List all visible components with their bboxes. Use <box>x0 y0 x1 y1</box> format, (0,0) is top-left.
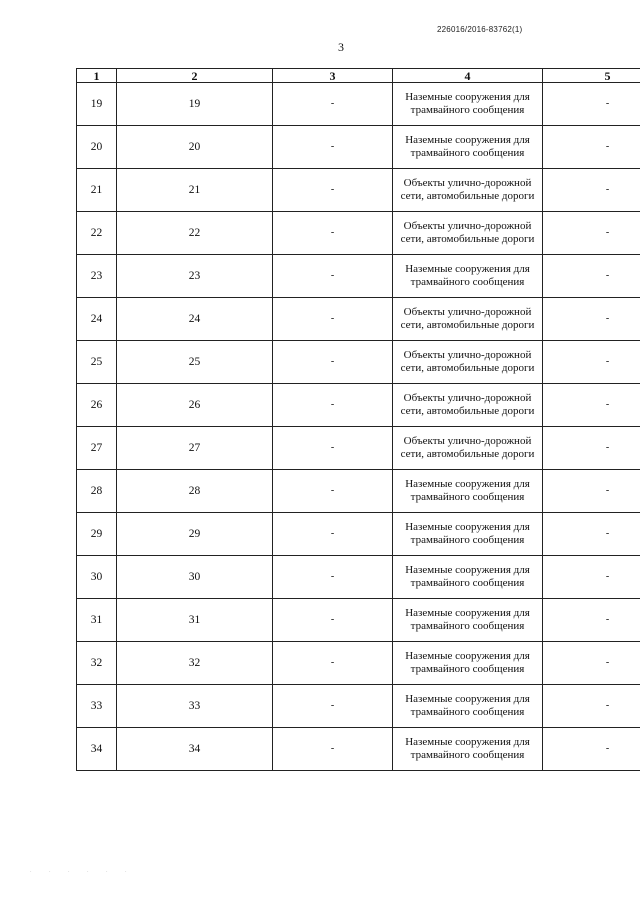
table-row <box>77 255 640 298</box>
table-cell-c2: 24 <box>117 298 273 341</box>
table-cell-c3: - <box>273 298 393 341</box>
table-cell-c1: 32 <box>77 642 117 685</box>
table-cell-c5: - <box>543 298 640 341</box>
table-cell-c4: Наземные сооружения для трамвайного сообщения <box>393 685 543 728</box>
table-cell-c4: Объекты улично-дорожной сети, автомобильные дороги <box>393 212 543 255</box>
table-cell-c1: 22 <box>77 212 117 255</box>
table-cell-c2: 31 <box>117 599 273 642</box>
column-header-5: 5 <box>543 69 640 83</box>
table-cell-c4: Объекты улично-дорожной сети, автомобильные дороги <box>393 427 543 470</box>
table-cell-c5: - <box>543 642 640 685</box>
table-cell-c4: Наземные сооружения для трамвайного сообщения <box>393 513 543 556</box>
table-cell-c4: Объекты улично-дорожной сети, автомобильные дороги <box>393 341 543 384</box>
column-header-3: 3 <box>273 69 393 83</box>
table-cell-c4: Объекты улично-дорожной сети, автомобильные дороги <box>393 298 543 341</box>
table-cell-c3: - <box>273 169 393 212</box>
table-cell-c2: 20 <box>117 126 273 169</box>
table-cell-c4: Наземные сооружения для трамвайного сообщения <box>393 255 543 298</box>
table-cell-c4: Объекты улично-дорожной сети, автомобильные дороги <box>393 169 543 212</box>
table-row <box>77 341 640 384</box>
table-row <box>77 169 640 212</box>
table-cell-c5: - <box>543 513 640 556</box>
table-cell-c3: - <box>273 685 393 728</box>
table-row <box>77 470 640 513</box>
table-cell-c1: 31 <box>77 599 117 642</box>
table-cell-c4: Наземные сооружения для трамвайного сообщения <box>393 470 543 513</box>
table-cell-c1: 34 <box>77 728 117 771</box>
table-cell-c2: 28 <box>117 470 273 513</box>
table-row <box>77 384 640 427</box>
table-cell-c1: 23 <box>77 255 117 298</box>
table-cell-c1: 33 <box>77 685 117 728</box>
table-cell-c4: Наземные сооружения для трамвайного сообщения <box>393 599 543 642</box>
table-cell-c5: - <box>543 599 640 642</box>
table-cell-c5: - <box>543 212 640 255</box>
table-cell-c2: 25 <box>117 341 273 384</box>
table-cell-c2: 34 <box>117 728 273 771</box>
table-cell-c5: - <box>543 126 640 169</box>
table-cell-c1: 30 <box>77 556 117 599</box>
table-cell-c5: - <box>543 556 640 599</box>
table-cell-c3: - <box>273 728 393 771</box>
table-cell-c2: 33 <box>117 685 273 728</box>
table-cell-c2: 29 <box>117 513 273 556</box>
table-cell-c3: - <box>273 427 393 470</box>
table-cell-c5: - <box>543 470 640 513</box>
table-row <box>77 298 640 341</box>
table-cell-c2: 22 <box>117 212 273 255</box>
column-header-2: 2 <box>117 69 273 83</box>
table-row <box>77 685 640 728</box>
table-cell-c5: - <box>543 255 640 298</box>
table-cell-c3: - <box>273 556 393 599</box>
table-cell-c1: 29 <box>77 513 117 556</box>
table-cell-c5: - <box>543 83 640 126</box>
table-cell-c2: 23 <box>117 255 273 298</box>
table-cell-c4: Объекты улично-дорожной сети, автомобильные дороги <box>393 384 543 427</box>
table-cell-c5: - <box>543 728 640 771</box>
table-cell-c3: - <box>273 255 393 298</box>
table-cell-c3: - <box>273 384 393 427</box>
table-cell-c3: - <box>273 599 393 642</box>
table-row <box>77 513 640 556</box>
table-row <box>77 126 640 169</box>
table-cell-c4: Наземные сооружения для трамвайного сообщения <box>393 642 543 685</box>
table-cell-c5: - <box>543 384 640 427</box>
document-number: 226016/2016-83762(1) <box>437 25 523 34</box>
table-cell-c3: - <box>273 513 393 556</box>
table-cell-c1: 27 <box>77 427 117 470</box>
table-cell-c1: 25 <box>77 341 117 384</box>
table-cell-c2: 26 <box>117 384 273 427</box>
table-cell-c4: Наземные сооружения для трамвайного сообщения <box>393 728 543 771</box>
objects-table <box>76 68 640 771</box>
table-cell-c3: - <box>273 642 393 685</box>
table-cell-c3: - <box>273 83 393 126</box>
table-cell-c3: - <box>273 126 393 169</box>
table-row <box>77 599 640 642</box>
table-cell-c5: - <box>543 341 640 384</box>
table-cell-c2: 30 <box>117 556 273 599</box>
table-cell-c1: 24 <box>77 298 117 341</box>
table-header-row <box>77 69 640 83</box>
table-row <box>77 556 640 599</box>
table-cell-c3: - <box>273 470 393 513</box>
table-cell-c1: 19 <box>77 83 117 126</box>
table-cell-c5: - <box>543 685 640 728</box>
table-cell-c1: 26 <box>77 384 117 427</box>
table-row <box>77 728 640 771</box>
table-cell-c5: - <box>543 427 640 470</box>
table-cell-c5: - <box>543 169 640 212</box>
table-row <box>77 427 640 470</box>
page-number: 3 <box>338 40 344 54</box>
column-header-4: 4 <box>393 69 543 83</box>
scan-artifacts: . . . . . . <box>30 868 135 874</box>
table-cell-c4: Наземные сооружения для трамвайного сообщения <box>393 126 543 169</box>
table-cell-c4: Наземные сооружения для трамвайного сообщения <box>393 556 543 599</box>
table-cell-c1: 28 <box>77 470 117 513</box>
table-row <box>77 212 640 255</box>
table-body <box>77 83 640 771</box>
table-cell-c4: Наземные сооружения для трамвайного сообщения <box>393 83 543 126</box>
table-row <box>77 83 640 126</box>
table-row <box>77 642 640 685</box>
table-cell-c3: - <box>273 212 393 255</box>
column-header-1: 1 <box>77 69 117 83</box>
table-cell-c3: - <box>273 341 393 384</box>
table-cell-c2: 32 <box>117 642 273 685</box>
table-cell-c2: 27 <box>117 427 273 470</box>
table-cell-c2: 21 <box>117 169 273 212</box>
table-cell-c1: 21 <box>77 169 117 212</box>
table-cell-c1: 20 <box>77 126 117 169</box>
table-cell-c2: 19 <box>117 83 273 126</box>
